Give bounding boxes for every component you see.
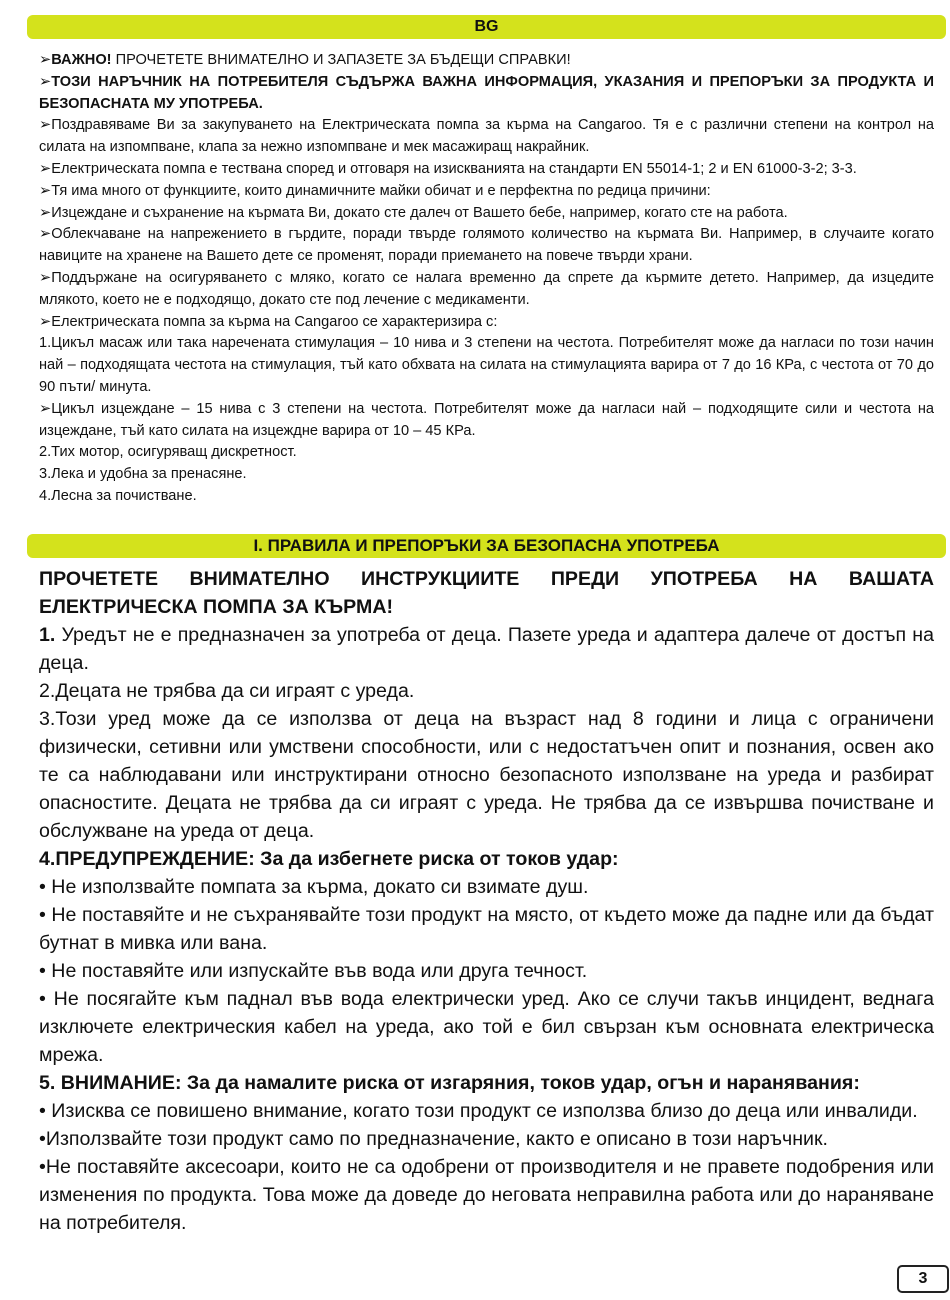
safety-paragraph <box>39 705 934 845</box>
arrow-bullet-icon: ➢ <box>39 313 52 330</box>
page-number-label: 3 <box>918 1270 928 1287</box>
intro-text: Електрическата помпа е тествана според и отговаря на изискванията на стандарти EN 55014-1; 2 и EN 61000-3-2; 3-3. <box>51 160 857 177</box>
safety-bold: ПРОЧЕТЕТЕ ВНИМАТЕЛНО ИНСТРУКЦИИТЕ ПРЕДИ УПОТРЕБА НА ВАШАТА ЕЛЕКТРИЧЕСКА ПОМПА ЗА КЪРМА! <box>39 568 934 618</box>
safety-paragraph <box>39 1069 934 1097</box>
intro-text: 4.Лесна за почистване. <box>39 487 197 504</box>
intro-text: 3.Лека и удобна за пренасяне. <box>39 466 247 483</box>
intro-paragraph <box>39 333 934 398</box>
safety-text: •Не поставяйте аксесоари, които не са одобрени от производителя и не правете подобрения или изменения по продукта. Това може да доведе до неговата неправилна работа или до нараняване на потребителя. <box>39 1156 934 1234</box>
intro-text: Облекчаване на напрежението в гърдите, поради твърде голямото количество на кърмата Ви. Например, в случаите когато навиците на хранене на Вашето дете се променят, поради приемането на повече твърди храни. <box>39 226 934 265</box>
arrow-bullet-icon: ➢ <box>39 52 52 68</box>
arrow-bullet-icon: ➢ <box>39 160 52 177</box>
safety-paragraph <box>39 1125 934 1153</box>
safety-paragraph <box>39 621 934 677</box>
intro-text: Електрическата помпа за кърма на Cangaroo се характеризира с: <box>51 313 498 330</box>
intro-paragraph <box>39 50 934 72</box>
safety-paragraph <box>39 957 934 985</box>
safety-paragraph <box>39 565 934 621</box>
safety-paragraph <box>39 845 934 873</box>
intro-paragraph <box>39 442 934 464</box>
intro-bold: ТОЗИ НАРЪЧНИК НА ПОТРЕБИТЕЛЯ СЪДЪРЖА ВАЖНА ИНФОРМАЦИЯ, УКАЗАНИЯ И ПРЕПОРЪКИ ЗА ПРОДУКТА И БЕЗОПАСНАТА МУ УПОТРЕБА. <box>39 73 934 112</box>
safety-paragraph <box>39 985 934 1069</box>
section-title-bar <box>27 534 946 558</box>
intro-paragraph <box>39 224 934 268</box>
safety-text: • Не посягайте към паднал във вода електрически уред. Ако се случи такъв инцидент, веднага изключете електрическия кабел на уреда, ако той е бил свързан към основната електрическа мрежа. <box>39 988 934 1066</box>
intro-bold: ВАЖНО! <box>51 52 112 68</box>
arrow-bullet-icon: ➢ <box>39 400 52 417</box>
intro-paragraph <box>39 268 934 312</box>
safety-text: • Не поставяйте и не съхранявайте този продукт на място, от където може да падне или да бъдат бутнат в мивка или вана. <box>39 904 934 954</box>
intro-paragraph <box>39 312 934 334</box>
safety-paragraph <box>39 1153 934 1237</box>
intro-paragraph <box>39 181 934 203</box>
arrow-bullet-icon: ➢ <box>39 73 52 90</box>
intro-section <box>39 50 934 508</box>
language-code: BG <box>474 18 499 35</box>
arrow-bullet-icon: ➢ <box>39 269 52 286</box>
safety-rules <box>39 565 934 1237</box>
intro-text: 1.Цикъл масаж или така наречената стимулация – 10 нива и 3 степени на честота. Потребителят може да нагласи по този начин най – подходящата честота на стимулация, тъй като обхвата на силата на стимулацията варира от 7 до 16 КРа, с честота от 70 до 90 пъти/ минута. <box>39 335 934 395</box>
safety-text: •Използвайте този продукт само по предназначение, както е описано в този наръчник. <box>39 1128 828 1150</box>
safety-text: 2.Децата не трябва да си играят с уреда. <box>39 680 415 702</box>
arrow-bullet-icon: ➢ <box>39 117 52 134</box>
intro-paragraph <box>39 203 934 225</box>
safety-text: 3.Този уред може да се използва от деца на възраст над 8 години и лица с ограничени физически, сетивни или умствени способности, или с недостатъчен опит и познания, освен ако те са наблюдавани или инструктирани относно безопасното използване на уреда и разбират опасностите. Децата не трябва да си играят с уреда. Не трябва да се извършва почистване и обслужване на уреда от деца. <box>39 708 934 842</box>
intro-text: 2.Тих мотор, осигуряващ дискретност. <box>39 444 297 461</box>
intro-paragraph <box>39 464 934 486</box>
safety-paragraph <box>39 1097 934 1125</box>
safety-text: • Не поставяйте или изпускайте във вода или друга течност. <box>39 960 588 982</box>
arrow-bullet-icon: ➢ <box>39 226 52 243</box>
intro-text: Тя има много от функциите, които динамичните майки обичат и е перфектна по редица причини: <box>51 182 711 199</box>
arrow-bullet-icon: ➢ <box>39 182 52 199</box>
safety-paragraph <box>39 901 934 957</box>
intro-text: ПРОЧЕТЕТЕ ВНИМАТЕЛНО И ЗАПАЗЕТЕ ЗА БЪДЕЩИ СПРАВКИ! <box>111 52 571 68</box>
intro-paragraph <box>39 159 934 181</box>
intro-paragraph <box>39 72 934 116</box>
intro-paragraph <box>39 115 934 159</box>
intro-text: Изцеждане и съхранение на кърмата Ви, докато сте далеч от Вашето бебе, например, когато сте на работа. <box>51 204 788 221</box>
page-number <box>897 1265 949 1293</box>
intro-text: Цикъл изцеждане – 15 нива с 3 степени на честота. Потребителят може да нагласи най – подходящите сили и честота на изцеждане, тъй като силата на изцеждне варира от 10 – 45 КРа. <box>39 400 934 439</box>
safety-bold: 5. ВНИМАНИЕ: За да намалите риска от изгаряния, токов удар, огън и наранявания: <box>39 1072 860 1094</box>
safety-paragraph <box>39 873 934 901</box>
language-header-bar <box>27 15 946 39</box>
safety-paragraph <box>39 677 934 705</box>
intro-paragraph <box>39 486 934 508</box>
section-title: I. ПРАВИЛА И ПРЕПОРЪКИ ЗА БЕЗОПАСНА УПОТРЕБА <box>253 536 720 555</box>
arrow-bullet-icon: ➢ <box>39 204 52 221</box>
safety-text: • Не използвайте помпата за кърма, докато си взимате душ. <box>39 876 589 898</box>
safety-bold: 1. <box>39 624 56 646</box>
safety-text: • Изисква се повишено внимание, когато този продукт се използва близо до деца или инвалиди. <box>39 1100 918 1122</box>
intro-text: Поздравяваме Ви за закупуването на Електрическата помпа за кърма на Cangaroo. Тя е с различни степени на контрол на силата на изпомпване, клапа за нежно изпомпване и мек масажиращ накрайник. <box>39 117 934 156</box>
intro-text: Поддържане на осигуряването с мляко, когато се налага временно да спрете да кърмите детето. Например, да изцедите млякото, което не е подходящо, докато сте под лечение с медикаменти. <box>39 269 934 308</box>
safety-bold: 4.ПРЕДУПРЕЖДЕНИЕ: За да избегнете риска от токов удар: <box>39 848 619 870</box>
safety-text: Уредът не е предназначен за употреба от деца. Пазете уреда и адаптера далече от достъп на деца. <box>39 624 934 674</box>
intro-paragraph <box>39 399 934 443</box>
